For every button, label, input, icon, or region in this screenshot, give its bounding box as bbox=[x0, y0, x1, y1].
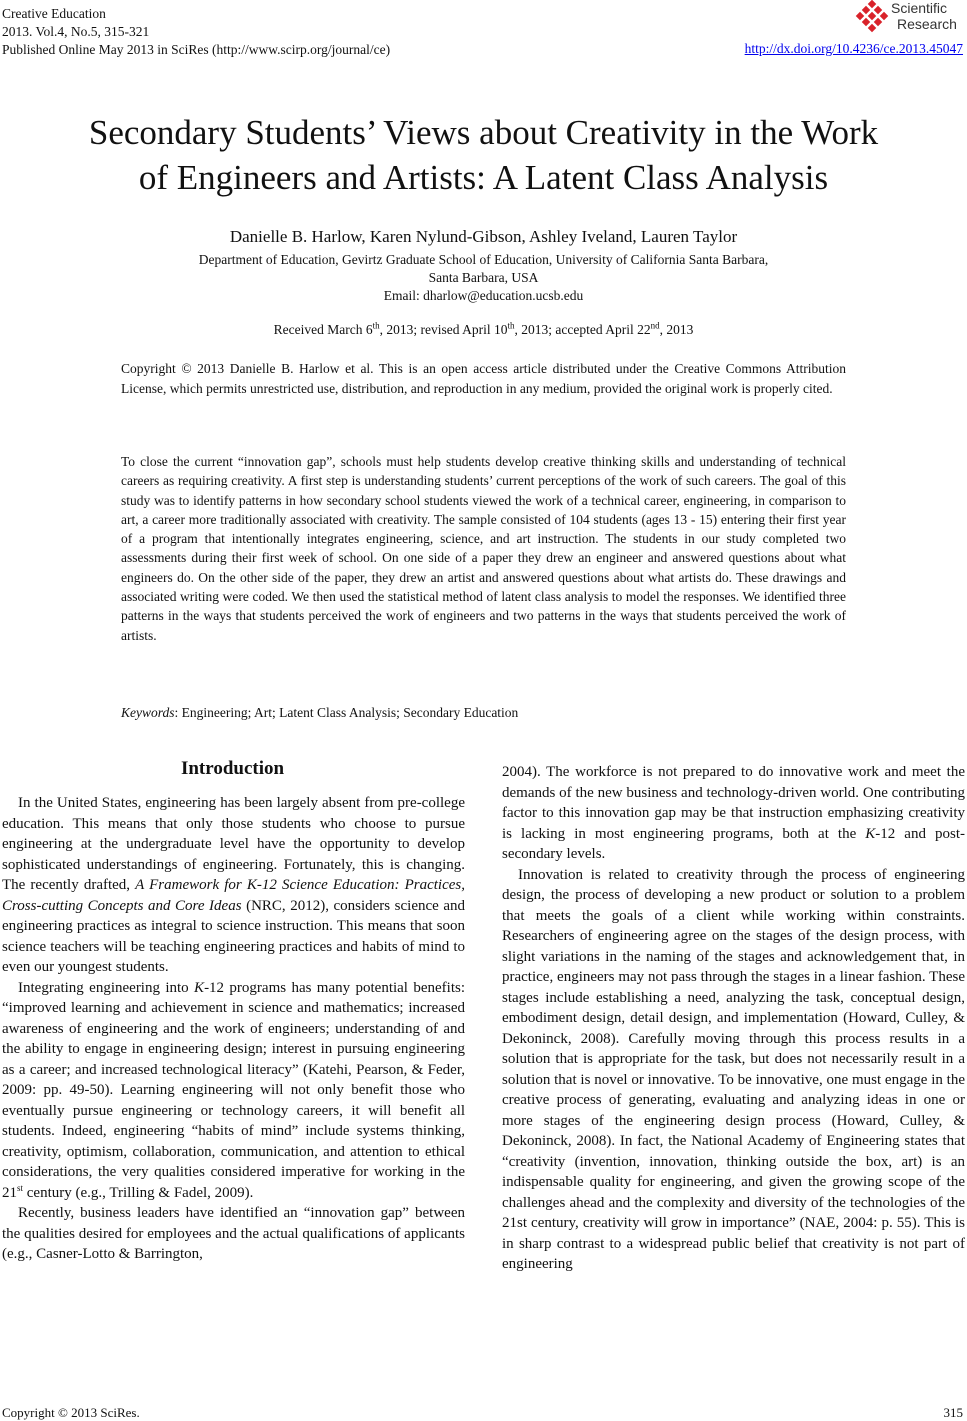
journal-header bbox=[2, 5, 390, 59]
text-run: -12 and post-secondary levels. bbox=[502, 825, 965, 862]
article-dates bbox=[0, 322, 967, 338]
title-line-2: of Engineers and Artists: A Latent Class Analysis bbox=[138, 158, 829, 197]
published-online: Published Online May 2013 in SciRes (http://www.scirp.org/journal/ce) bbox=[2, 42, 391, 57]
dates-suffix: , 2013 bbox=[659, 322, 694, 337]
affiliation-line-1: Department of Education, Gevirtz Graduate School of Education, University of California Santa Barbara, bbox=[198, 252, 769, 267]
keywords-list: : Engineering; Art; Latent Class Analysis; Secondary Education bbox=[174, 705, 519, 720]
text-run: Innovation is related to creativity through the process of engineering design, the process of developing a new product or solution to a problem that meets the goals of a client while working within constraints. Researchers of engineering agree on the stages of the design process, with slight variations in the naming of the stages and acknowledgement that, in practice, engineers may not pass through the stages in a linear fashion. These stages include establishing a need, analyzing the task, conceptual design, embodiment design, detail design, and implementation (Howard, Culley, & Dekoninck, 2008). Carefully moving through this process results in a solution that is appropriate for the task, but does not necessarily result in a solution that is novel or innovative. To be innovative, one must engage in the creative process of generating, evaluating and analyzing ideas in one or more stages of the engineering design process (Howard, Culley, & Dekoninck, 2008). In fact, the National Academy of Engineering states that “creativity (invention, innovation, thinking outside the box, art) is an indispensable quality for engineering, and given the growing scope of the challenges ahead and the complexity and diversity of the technologies of the 21st century, creativity will grow in importance” (NAE, 2004: p. 55). This is in sharp contrast to a widespread public belief that creativity is not part of engineering bbox=[502, 866, 965, 1272]
paragraph bbox=[2, 793, 465, 978]
revised-sup: th bbox=[507, 320, 515, 331]
text-run: century (e.g., Trilling & Fadel, 2009). bbox=[23, 1184, 254, 1201]
affiliation bbox=[0, 251, 967, 305]
copyright-notice: Copyright © 2013 Danielle B. Harlow et al. This is an open access article distributed under the Creative Commons Attribution License, which permits unrestricted use, distribution, and reproduction in any medium, provided the original work is properly cited. bbox=[121, 361, 846, 396]
text-run: 2004). The workforce is not prepared to do innovative work and meet the demands of the new business and technology-driven world. One contributing factor to this innovation gap may be that instruction emphasizing creativity is lacking in most engineering programs, both at the bbox=[502, 764, 965, 842]
abstract: To close the current “innovation gap”, schools must help students develop creative thinking skills and understanding of technical careers as requiring creativity. A first step is understanding students’ current perceptions of the work of such careers. The goal of this study was to identify patterns in how secondary school students viewed the work of a technical career, engineering, in comparison to art, a career more traditionally associated with creativity. The sample consisted of 104 students (ages 13 - 15) entering their first year of a program that intentionally integrates engineering, science, and art instruction. The students in our study completed two assessments during their first week of school. On one side of a paper they drew an engineer and answered questions about what engineers do. On the other side of the paper, they drew an artist and answered questions about what artists do. These drawings and associated writing were coded. We then used the statistical method of latent class analysis to model the responses. We identified three patterns in the ways that students perceived the work of engineers and two patterns in the ways that students perceived the work of artists. bbox=[121, 454, 846, 643]
k-italic: K bbox=[194, 979, 205, 996]
journal-name: Creative Education bbox=[2, 6, 106, 21]
doi-link[interactable]: http://dx.doi.org/10.4236/ce.2013.45047 bbox=[744, 41, 963, 56]
keywords-label: Keywords bbox=[121, 705, 175, 720]
scientific-research-logo bbox=[855, 0, 961, 34]
text-run: In the United States, engineering has been largely absent from pre-college education. This means that only those students who choose to pursue engineering at the undergraduate level have the opportunity to develop sophisticated understandings of engineering. Fortunately, this is changing. The recently drafted, bbox=[2, 795, 465, 893]
paragraph bbox=[502, 762, 965, 865]
k-italic: K bbox=[865, 825, 876, 842]
paragraph bbox=[502, 865, 965, 1275]
received-date: Received March 6 bbox=[273, 322, 373, 337]
journal-volume: 2013. Vol.4, No.5, 315-321 bbox=[2, 24, 150, 39]
page-number: 315 bbox=[943, 1405, 963, 1420]
left-column bbox=[2, 793, 465, 1265]
logo-diamond-icon bbox=[855, 0, 889, 34]
title-line-1: Secondary Students’ Views about Creativity in the Work bbox=[88, 113, 879, 152]
logo-text-research: Research bbox=[897, 16, 957, 32]
authors: Danielle B. Harlow, Karen Nylund-Gibson, Ashley Iveland, Lauren Taylor bbox=[229, 227, 738, 246]
right-column bbox=[502, 762, 965, 1275]
keywords bbox=[121, 705, 846, 721]
paragraph bbox=[2, 1203, 465, 1265]
framework-title: A Framework for K-12 Science Education: Practices, Cross-cutting Concepts and Core Ideas bbox=[2, 877, 465, 914]
accepted-date: , 2013; accepted April 22 bbox=[514, 322, 651, 337]
text-run: (NRC, 2012), considers science and engineering practices as integral to science instruction. This means that soon science teachers will be teaching engineering practices and habits of mind to even our youngest students. bbox=[2, 897, 466, 975]
author-email: Email: dharlow@education.ucsb.edu bbox=[383, 288, 584, 303]
superscript: st bbox=[17, 1182, 24, 1193]
text-run: Integrating engineering into bbox=[18, 979, 195, 996]
accepted-sup: nd bbox=[650, 320, 660, 331]
introduction-heading: Introduction bbox=[180, 758, 285, 779]
received-sup: th bbox=[372, 320, 380, 331]
paragraph bbox=[2, 978, 465, 1204]
text-run: -12 programs has many potential benefits: “improved learning and achievement in science and mathematics; increased awareness of engineering and the work of engineers; understanding of and the ability to engage in engineering design; interest in pursuing engineering as a career; and increased technological literacy” (Katehi, Pearson, & Feder, 2009: pp. 49-50). Learning engineering will not only benefit those who eventually pursue engineering or technology careers, it will benefit all students. Indeed, engineering “habits of mind” include systems thinking, creativity, optimism, collaboration, communication, and attention to ethical considerations, the very qualities considered imperative for working in the 21 bbox=[2, 979, 465, 1201]
paper-title bbox=[0, 110, 967, 200]
footer-copyright: Copyright © 2013 SciRes. bbox=[2, 1405, 140, 1420]
revised-date: , 2013; revised April 10 bbox=[379, 322, 508, 337]
text-run: Recently, business leaders have identified an “innovation gap” between the qualities desired for employees and the actual qualifications of applicants (e.g., Casner-Lotto & Barrington, bbox=[2, 1205, 465, 1262]
logo-text-scientific: Scientific bbox=[891, 0, 948, 16]
affiliation-line-2: Santa Barbara, USA bbox=[428, 270, 539, 285]
